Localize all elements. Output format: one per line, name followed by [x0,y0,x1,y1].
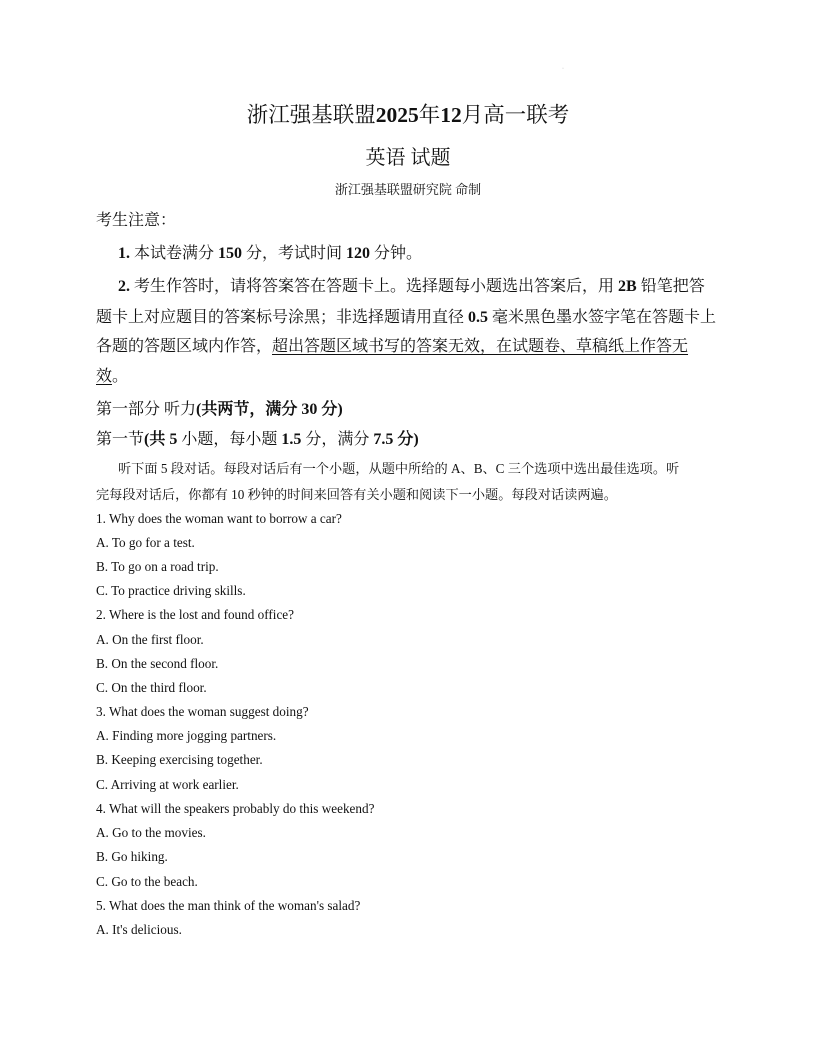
notice-item-2-line-1: 2. 考生作答时，请将答案答在答题卡上。选择题每小题选出答案后，用 2B 铅笔把答 [118,278,705,295]
exam-title: 浙江强基联盟2025年12月高一联考 [246,103,570,127]
section1-heading: 第一节(共 5 小题，每小题 1.5 分，满分 7.5 分) [96,431,419,448]
question-1-option-b: B. To go on a road trip. [96,559,219,574]
exam-subtitle: 英语 试题 [365,147,451,169]
question-2-option-c: C. On the third floor. [96,680,207,695]
notice-item-2-line-4: 效。 [96,368,129,385]
invalid-answer-warning: 超出答题区域书写的答案无效，在试题卷、草稿纸上作答无 [272,338,689,355]
notice-item-2-line-3: 各题的答题区域内作答，超出答题区域书写的答案无效，在试题卷、草稿纸上作答无 [96,338,689,355]
page-mark: · [562,66,564,72]
instructions-line-1: 听下面 5 段对话。每段对话后有一个小题，从题中所给的 A、B、C 三个选项中选出最佳选项。听 [118,461,680,476]
question-3: 3. What does the woman suggest doing? [96,704,309,719]
question-3-option-b: B. Keeping exercising together. [96,752,263,767]
question-3-option-a: A. Finding more jogging partners. [96,728,277,743]
notice-item-2-line-2: 题卡上对应题目的答案标号涂黑；非选择题请用直径 0.5 毫米黑色墨水签字笔在答题卡上 [96,309,717,326]
question-2-option-a: A. On the first floor. [96,632,204,647]
question-1-option-a: A. To go for a test. [96,535,195,550]
notice-heading: 考生注意： [96,212,177,229]
question-4-option-a: A. Go to the movies. [96,825,206,840]
question-5-option-a: A. It's delicious. [96,922,182,937]
part1-heading: 第一部分 听力(共两节，满分 30 分) [96,401,343,418]
question-2-option-b: B. On the second floor. [96,656,219,671]
question-1-option-c: C. To practice driving skills. [96,583,246,598]
question-5: 5. What does the man think of the woman's salad? [96,898,361,913]
notice-item-1: 1. 本试卷满分 150 分，考试时间 120 分钟。 [118,245,423,262]
question-4: 4. What will the speakers probably do this weekend? [96,801,375,816]
exam-author: 浙江强基联盟研究院 命制 [334,182,482,197]
question-2: 2. Where is the lost and found office? [96,607,294,622]
question-1: 1. Why does the woman want to borrow a car? [96,511,342,526]
instructions-line-2: 完每段对话后，你都有 10 秒钟的时间来回答有关小题和阅读下一小题。每段对话读两遍。 [96,487,617,502]
question-4-option-c: C. Go to the beach. [96,874,198,889]
question-3-option-c: C. Arriving at work earlier. [96,777,239,792]
question-4-option-b: B. Go hiking. [96,849,168,864]
